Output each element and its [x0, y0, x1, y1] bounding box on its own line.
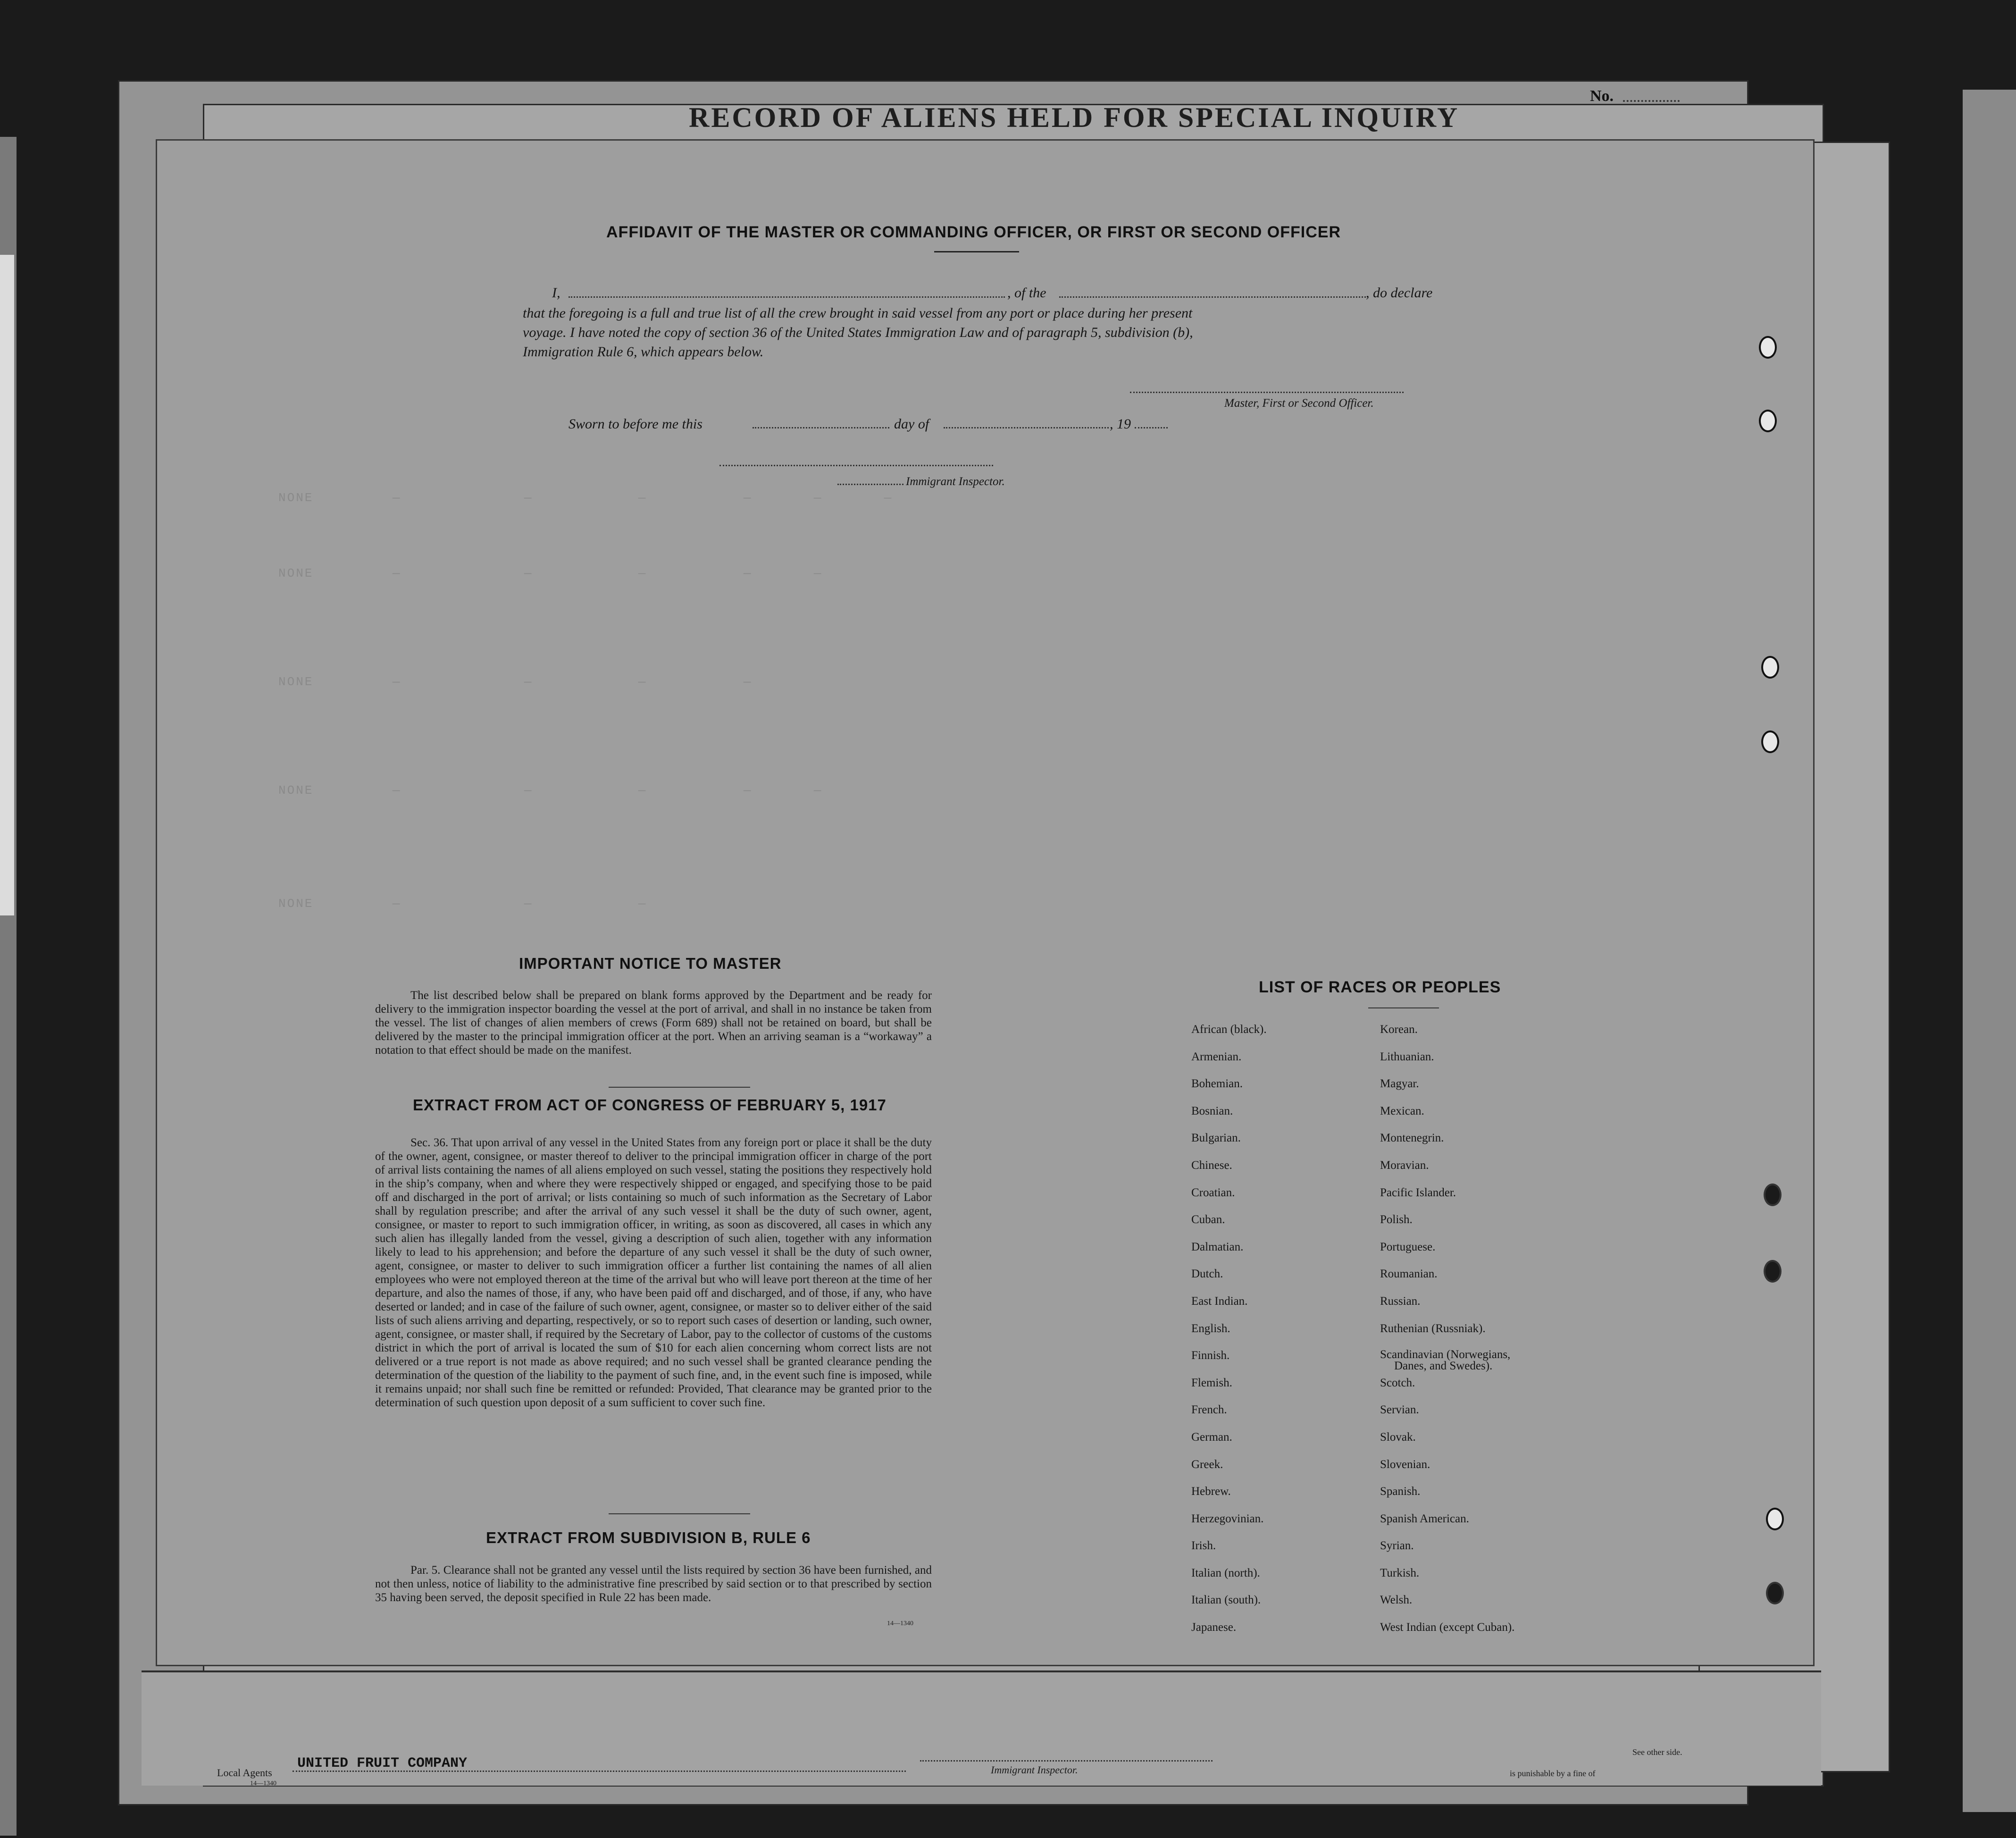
race-item: Servian.	[1380, 1403, 1419, 1417]
affidavit-line1-declare: , do declare	[1366, 285, 1433, 301]
race-item: Turkish.	[1380, 1566, 1420, 1579]
inspector-label: Immigrant Inspector.	[906, 475, 1005, 488]
races-left-column	[1191, 1023, 1361, 1648]
right-sheet-edge	[1963, 90, 2016, 1812]
race-item: Scandinavian (Norwegians,	[1380, 1348, 1511, 1361]
extract-act-heading: EXTRACT FROM ACT OF CONGRESS OF FEBRUARY 5, 1917	[413, 1096, 887, 1114]
affidavit-line2: that the foregoing is a full and true list of all the crew brought in said vessel from any port or place during her present	[523, 305, 1193, 321]
race-item: Montenegrin.	[1380, 1132, 1444, 1145]
affidavit-title-rule	[934, 251, 1019, 252]
local-agents-line	[293, 1771, 906, 1772]
race-item: Japanese.	[1191, 1621, 1237, 1634]
races-rule	[1368, 1007, 1439, 1008]
bottom-inspector-line	[920, 1760, 1213, 1762]
sworn-day-field[interactable]	[753, 427, 889, 428]
punch-hole-icon	[1759, 336, 1777, 359]
bottom-see-other-side: See other side.	[1632, 1747, 1682, 1757]
sworn-year-field[interactable]	[1135, 427, 1168, 428]
inspector-signature-line-short	[837, 484, 903, 485]
punch-hole-icon	[1761, 656, 1779, 679]
race-item: Pacific Islander.	[1380, 1186, 1456, 1199]
race-item: Ruthenian (Russniak).	[1380, 1322, 1486, 1335]
ghost-crew-row: NONE — — — — —	[278, 566, 823, 580]
extract-act-text: Sec. 36. That upon arrival of any vessel in the United States from any foreign port or place it shall be the duty of the owner, agent, consignee, or master thereof to deliver to the principal immigration officer in charge of the port of arrival lists containing the names of all aliens employed on such vessel, stating the positions they respectively hold in the ship’s company, when and where they were respectively shipped or engaged, and specifying those to be paid off and discharged in the port of arrival; or lists containing so much of such information as the Secretary of Labor shall by regulation prescribe; and after the arrival of any such vessel it shall be the duty of such owner, agent, consignee, or master to report to such immigration officer, in writing, as soon as discovered, all cases in which any such alien has illegally landed from the vessel, giving a description of such alien, together with any information likely to lead to his apprehension; and before the departure of any such vessel it shall be the duty of such owner, agent, consignee, or master to deliver to such immigration officer a further list containing the names of all alien employees who were not employed thereon at the time of the arrival but who will leave port thereon at the time of her departure, and also the names of those, if any, who have been paid off and discharged, and of those, if any, who have deserted or landed; and in case of the failure of such owner, agent, consignee, or master so to deliver either of the said lists of such aliens arriving and departing, respectively, or so to report such cases of desertion or landing, such owner, agent, consignee, or master shall, if required by the Secretary of Labor, pay to the collector of customs of the customs district in which the port of arrival is located the sum of $10 for each alien concerning whom correct lists are not delivered or a true report is not made as above required; and no such vessel shall be granted clearance pending the determination of the question of the liability to the payment of such fine, and, in the event such fine is imposed, while it remains unpaid; nor shall such fine be remitted or refunded: Provided, That clearance may be granted prior to the determination of such question upon deposit of a sum sufficient to cover such fine.	[375, 1136, 932, 1409]
race-item: Italian (south).	[1191, 1594, 1261, 1607]
race-item: Bohemian.	[1191, 1077, 1243, 1091]
master-signature-line[interactable]	[1130, 392, 1404, 393]
affidavit-line4: Immigration Rule 6, which appears below.	[523, 344, 764, 360]
race-item: Spanish.	[1380, 1485, 1421, 1498]
race-item: Herzegovinian.	[1191, 1512, 1264, 1525]
race-item: Slovenian.	[1380, 1458, 1430, 1471]
race-item: Flemish.	[1191, 1376, 1232, 1389]
race-item: French.	[1191, 1403, 1227, 1417]
punch-hole-icon	[1766, 1508, 1784, 1530]
affidavit-line3: voyage. I have noted the copy of section 36 of the United States Immigration Law and of paragraph 5, subdivision (b),	[523, 325, 1193, 340]
race-item: Moravian.	[1380, 1158, 1429, 1172]
inspector-signature-line[interactable]	[719, 465, 993, 466]
local-agents-value: UNITED FRUIT COMPANY	[297, 1755, 468, 1771]
race-item: African (black).	[1191, 1023, 1267, 1036]
left-sheet-edge-light	[0, 255, 14, 915]
master-signature-label: Master, First or Second Officer.	[1224, 397, 1374, 410]
sworn-year-prefix: , 19	[1110, 416, 1131, 432]
affidavit-line1-i: I,	[552, 285, 560, 301]
under-sheet-title: RECORD OF ALIENS HELD FOR SPECIAL INQUIRY	[689, 102, 1460, 133]
notice-text: The list described below shall be prepared on blank forms approved by the Department and be ready for delivery to the immigration inspector boarding the vessel at the port of arrival, and shall in no instance be taken from the vessel. The list of changes of alien members of crews (Form 689) shall not be retained on board, but shall be delivered by the master to the principal immigration officer at the port. When an arriving seaman is a “workaway” a notation to that effect should be made on the manifest.	[375, 989, 932, 1057]
race-item: Bulgarian.	[1191, 1132, 1241, 1145]
record-number-label: No.	[1590, 87, 1614, 105]
bottom-inspector-label: Immigrant Inspector.	[991, 1764, 1078, 1776]
sworn-day-of: day of	[894, 416, 929, 432]
ghost-crew-row: NONE — — —	[278, 897, 647, 911]
extract-act-rule	[609, 1513, 750, 1514]
affidavit-title: AFFIDAVIT OF THE MASTER OR COMMANDING OFFICER, OR FIRST OR SECOND OFFICER	[606, 223, 1341, 241]
race-item: Welsh.	[1380, 1594, 1413, 1607]
race-item: Slovak.	[1380, 1430, 1416, 1444]
punch-hole-icon	[1759, 410, 1777, 432]
race-item: Finnish.	[1191, 1349, 1230, 1362]
race-item: English.	[1191, 1322, 1230, 1335]
notice-rule	[609, 1087, 750, 1088]
race-item: West Indian (except Cuban).	[1380, 1621, 1515, 1634]
ghost-crew-row: NONE — — — —	[278, 675, 753, 689]
affidavit-line1-of-the: , of the	[1007, 285, 1046, 301]
race-item: Polish.	[1380, 1213, 1413, 1226]
race-item: Greek.	[1191, 1458, 1223, 1471]
race-item: Hebrew.	[1191, 1485, 1231, 1498]
race-item: Roumanian.	[1380, 1267, 1438, 1281]
punch-hole-icon	[1766, 1582, 1784, 1604]
vessel-name-field[interactable]	[1059, 296, 1366, 298]
sworn-text: Sworn to before me this	[569, 416, 703, 432]
race-item: Italian (north).	[1191, 1566, 1260, 1579]
race-item: Spanish American.	[1380, 1512, 1469, 1525]
race-item: East Indian.	[1191, 1294, 1248, 1308]
sworn-month-field[interactable]	[944, 427, 1109, 428]
local-agents-label: Local Agents	[217, 1767, 272, 1779]
races-heading: LIST OF RACES OR PEOPLES	[1259, 978, 1501, 996]
race-item-continuation: Danes, and Swedes).	[1394, 1360, 1493, 1373]
race-item: Mexican.	[1380, 1104, 1424, 1117]
extract-rule-heading: EXTRACT FROM SUBDIVISION B, RULE 6	[486, 1529, 811, 1546]
extract-form-number: 14—1340	[887, 1620, 913, 1627]
record-number-line	[1623, 100, 1680, 102]
race-item: Bosnian.	[1191, 1104, 1233, 1117]
race-item: Croatian.	[1191, 1186, 1235, 1199]
race-item: Portuguese.	[1380, 1240, 1436, 1253]
ghost-crew-row: NONE — — — — —	[278, 783, 823, 797]
master-name-field[interactable]	[569, 296, 1005, 298]
race-item: Russian.	[1380, 1294, 1421, 1308]
extract-rule-text: Par. 5. Clearance shall not be granted any vessel until the lists required by section 36 have been furnished, and not then unless, notice of liability to the administrative fine prescribed by said section or to that prescribed by section 35 having been served, the deposit specified in Rule 22 has been made.	[375, 1564, 932, 1604]
notice-heading: IMPORTANT NOTICE TO MASTER	[519, 955, 782, 972]
race-item: Dutch.	[1191, 1267, 1223, 1281]
race-item: Chinese.	[1191, 1158, 1232, 1172]
local-agents-form-number: 14—1340	[250, 1780, 276, 1787]
punch-hole-icon	[1761, 730, 1779, 753]
race-item: Irish.	[1191, 1539, 1216, 1553]
punch-hole-icon	[1764, 1183, 1782, 1206]
race-item: Lithuanian.	[1380, 1050, 1434, 1063]
race-item-scandinavian	[1380, 1349, 1578, 1376]
punch-hole-icon	[1764, 1260, 1782, 1283]
race-item: Syrian.	[1380, 1539, 1414, 1553]
race-item: Magyar.	[1380, 1077, 1419, 1091]
race-item: Scotch.	[1380, 1376, 1415, 1389]
ghost-crew-row: NONE — — — — — —	[278, 491, 893, 505]
race-item: Cuban.	[1191, 1213, 1225, 1226]
races-right-column	[1380, 1023, 1578, 1648]
race-item: German.	[1191, 1430, 1232, 1444]
race-item: Dalmatian.	[1191, 1240, 1244, 1253]
bottom-punishable-text: is punishable by a fine of	[1510, 1769, 1596, 1778]
race-item: Armenian.	[1191, 1050, 1242, 1063]
race-item: Korean.	[1380, 1023, 1418, 1036]
